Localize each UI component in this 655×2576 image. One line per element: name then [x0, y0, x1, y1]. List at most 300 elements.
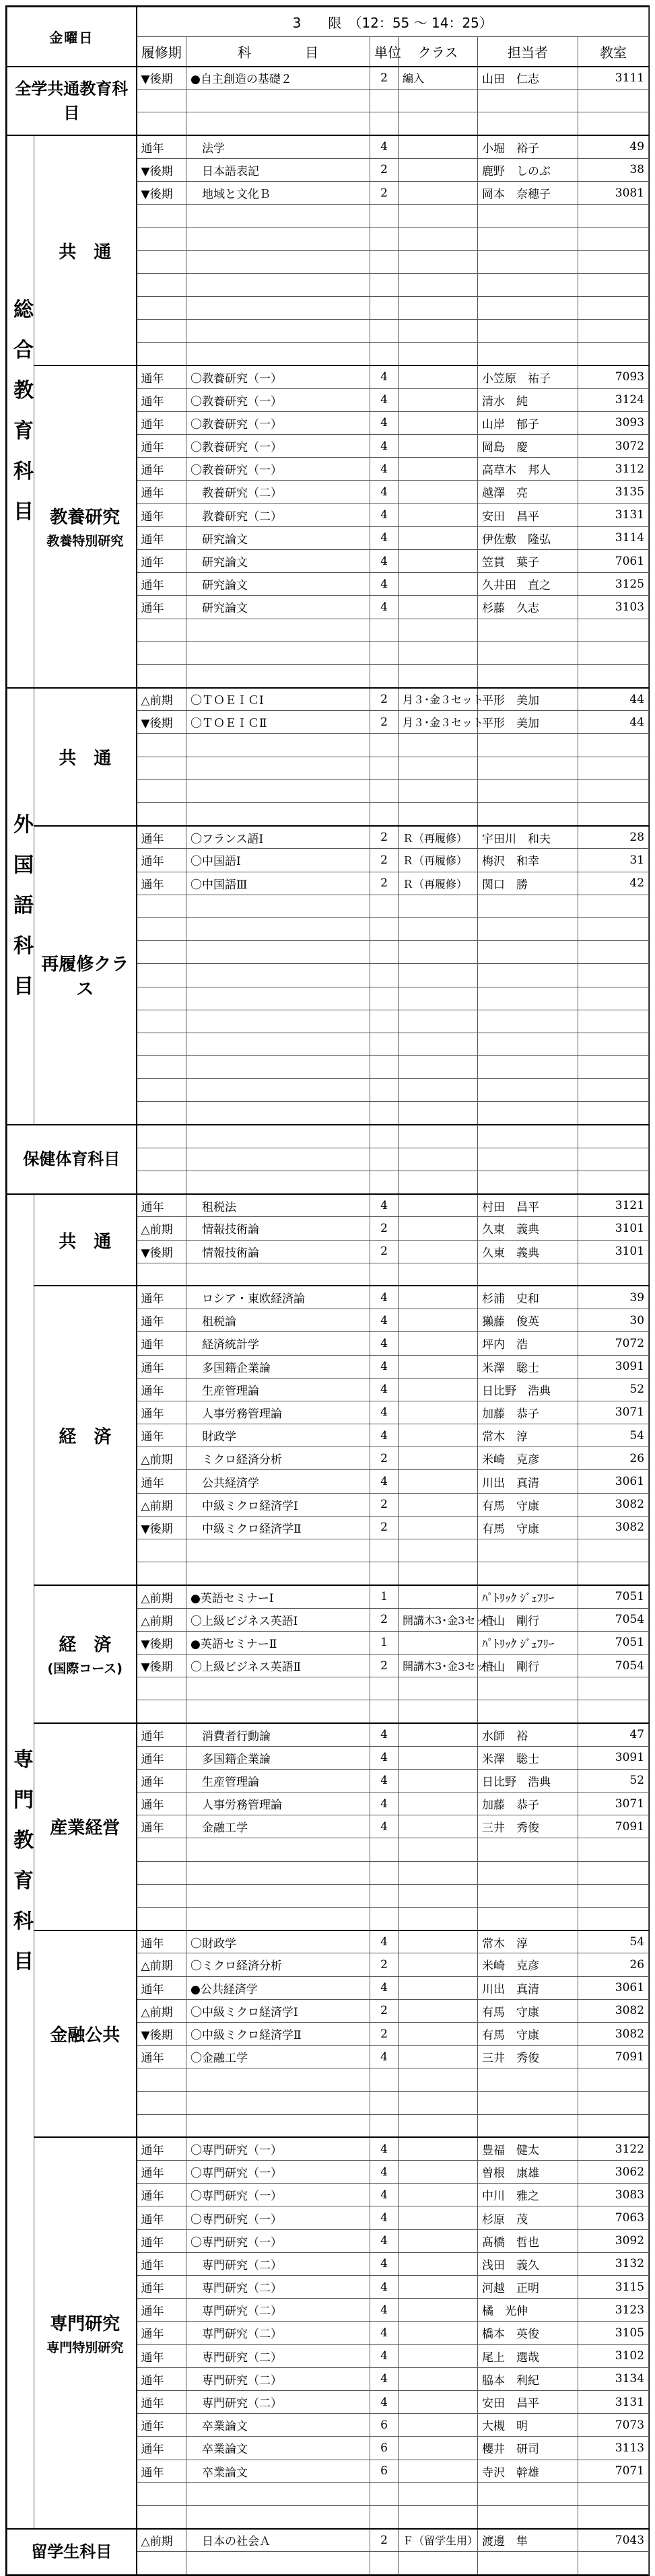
- cell-units: 1: [370, 1585, 399, 1608]
- cell-room: [578, 1677, 649, 1700]
- cell-term: 通年: [137, 2322, 186, 2344]
- cell-teacher: 日比野 浩典: [478, 1769, 578, 1792]
- cell-units: [370, 1562, 399, 1585]
- cell-class: [399, 2460, 478, 2482]
- cell-room: [578, 1148, 649, 1171]
- cell-course: 中級ミクロ経済学Ⅰ: [186, 1493, 370, 1516]
- cell-course: [186, 112, 370, 135]
- cell-units: [370, 779, 399, 802]
- cell-class: [399, 779, 478, 802]
- cell-room: 52: [578, 1378, 649, 1401]
- cell-teacher: 曽根 康雄: [478, 2161, 578, 2184]
- cell-teacher: ﾊﾟﾄﾘｯｸ ｼﾞｪﾌﾘｰ: [478, 1585, 578, 1608]
- cell-term: [137, 2091, 186, 2114]
- cell-course: 金融工学: [186, 1815, 370, 1838]
- cell-term: 通年: [137, 2460, 186, 2482]
- cell-term: [137, 1079, 186, 1102]
- cell-room: 44: [578, 688, 649, 711]
- cell-class: [399, 205, 478, 228]
- cell-room: [578, 1079, 649, 1102]
- cell-units: [370, 2091, 399, 2114]
- cell-teacher: [478, 1539, 578, 1562]
- cell-course: 専門研究（二）: [186, 2390, 370, 2413]
- cell-units: [370, 2552, 399, 2575]
- cell-teacher: [478, 2068, 578, 2091]
- cell-course: 専門研究（二）: [186, 2322, 370, 2344]
- cell-class: [399, 158, 478, 181]
- cell-units: 2: [370, 1953, 399, 1976]
- cell-teacher: [478, 941, 578, 964]
- cell-term: 通年: [137, 2252, 186, 2275]
- cell-room: [578, 250, 649, 273]
- cell-term: [137, 1700, 186, 1723]
- cell-course: ●英語セミナーⅡ: [186, 1631, 370, 1654]
- cell-term: 通年: [137, 1286, 186, 1309]
- cell-units: 4: [370, 1424, 399, 1447]
- cell-units: [370, 895, 399, 917]
- cell-teacher: [478, 1010, 578, 1033]
- cell-units: 1: [370, 1631, 399, 1654]
- course-row: [7, 1194, 649, 1217]
- cell-course: [186, 1539, 370, 1562]
- cell-room: [578, 1562, 649, 1585]
- cell-course: 〇中国語Ⅲ: [186, 872, 370, 895]
- cell-class: [399, 135, 478, 158]
- subcategory-label: [34, 1723, 137, 1930]
- cell-units: [370, 228, 399, 250]
- cell-course: 〇教養研究（一）: [186, 458, 370, 481]
- cell-teacher: [478, 1562, 578, 1585]
- cell-course: 〇専門研究（一）: [186, 2229, 370, 2252]
- cell-room: 3091: [578, 1746, 649, 1769]
- cell-term: △前期: [137, 1585, 186, 1608]
- col-term: 履修期: [137, 37, 186, 67]
- subcategory-title: 共 通: [59, 1231, 112, 1252]
- cell-room: 3082: [578, 1493, 649, 1516]
- cell-room: [578, 1102, 649, 1125]
- cell-room: 49: [578, 135, 649, 158]
- cell-class: [399, 365, 478, 388]
- cell-units: 4: [370, 2276, 399, 2299]
- cell-class: [399, 1286, 478, 1309]
- cell-teacher: [478, 2114, 578, 2137]
- cell-room: 3123: [578, 2299, 649, 2322]
- cell-units: 4: [370, 2322, 399, 2344]
- cell-room: 7043: [578, 2529, 649, 2552]
- cell-units: [370, 1125, 399, 1148]
- cell-room: 3113: [578, 2437, 649, 2460]
- cell-course: [186, 917, 370, 940]
- cell-teacher: 常木 淳: [478, 1424, 578, 1447]
- cell-class: [399, 1930, 478, 1953]
- cell-class: [399, 803, 478, 826]
- cell-class: [399, 1861, 478, 1884]
- cell-teacher: 中川 雅之: [478, 2184, 578, 2206]
- cell-class: [399, 2552, 478, 2575]
- cell-room: 3121: [578, 1194, 649, 1217]
- cell-room: 7051: [578, 1631, 649, 1654]
- category-label: [7, 1194, 34, 2529]
- cell-teacher: [478, 779, 578, 802]
- cell-room: [578, 1884, 649, 1907]
- cell-term: 通年: [137, 388, 186, 411]
- cell-room: 54: [578, 1930, 649, 1953]
- cell-units: 6: [370, 2414, 399, 2437]
- cell-units: 4: [370, 1769, 399, 1792]
- cell-term: ▼後期: [137, 1654, 186, 1677]
- cell-class: [399, 1677, 478, 1700]
- cell-teacher: [478, 757, 578, 779]
- cell-room: 3112: [578, 458, 649, 481]
- cell-teacher: [478, 1148, 578, 1171]
- cell-teacher: [478, 895, 578, 917]
- cell-teacher: [478, 1700, 578, 1723]
- cell-units: 2: [370, 711, 399, 734]
- cell-term: [137, 1884, 186, 1907]
- cell-term: [137, 664, 186, 687]
- cell-room: 3132: [578, 2252, 649, 2275]
- cell-room: [578, 641, 649, 664]
- col-class: クラス: [399, 37, 478, 67]
- cell-course: [186, 1125, 370, 1148]
- cell-units: 4: [370, 2046, 399, 2068]
- cell-room: 3103: [578, 596, 649, 619]
- subcategory-title: 金融公共: [50, 2025, 120, 2046]
- cell-units: 4: [370, 1286, 399, 1309]
- cell-term: [137, 205, 186, 228]
- subcategory-note: (国際コース): [47, 1661, 123, 1677]
- cell-units: 4: [370, 2137, 399, 2160]
- cell-units: [370, 664, 399, 687]
- cell-term: [137, 1102, 186, 1125]
- cell-units: [370, 1700, 399, 1723]
- cell-term: ▼後期: [137, 1516, 186, 1539]
- cell-course: [186, 2091, 370, 2114]
- cell-teacher: 伊佐敷 隆弘: [478, 526, 578, 549]
- cell-teacher: 豊福 健太: [478, 2137, 578, 2160]
- cell-room: [578, 2482, 649, 2505]
- cell-term: ▼後期: [137, 1240, 186, 1263]
- cell-term: [137, 779, 186, 802]
- cell-course: [186, 343, 370, 365]
- subcategory-label: [34, 2137, 137, 2528]
- cell-units: [370, 320, 399, 343]
- cell-class: [399, 1217, 478, 1240]
- cell-units: 2: [370, 826, 399, 849]
- subcategory-title: 共 通: [59, 748, 112, 769]
- timetable-page: [5, 5, 650, 2576]
- cell-teacher: 脇本 利紀: [478, 2367, 578, 2390]
- cell-class: [399, 1309, 478, 1332]
- course-row: [7, 1723, 649, 1746]
- cell-course: [186, 941, 370, 964]
- cell-term: 通年: [137, 503, 186, 526]
- cell-class: [399, 2068, 478, 2091]
- cell-units: [370, 987, 399, 1010]
- cell-course: [186, 273, 370, 296]
- cell-room: 7051: [578, 1585, 649, 1608]
- cell-units: [370, 1539, 399, 1562]
- cell-class: [399, 2276, 478, 2299]
- cell-teacher: 加藤 恭子: [478, 1792, 578, 1815]
- cell-room: 7054: [578, 1654, 649, 1677]
- cell-course: 経済統計学: [186, 1332, 370, 1355]
- cell-class: [399, 1056, 478, 1079]
- cell-term: [137, 917, 186, 940]
- cell-teacher: 有馬 守康: [478, 1516, 578, 1539]
- cell-term: [137, 941, 186, 964]
- cell-room: 7093: [578, 365, 649, 388]
- cell-room: 44: [578, 711, 649, 734]
- cell-course: 専門研究（二）: [186, 2367, 370, 2390]
- cell-room: 7063: [578, 2206, 649, 2229]
- cell-term: [137, 1861, 186, 1884]
- category-label: 保健体育科目: [7, 1125, 137, 1194]
- cell-course: 〇中級ミクロ経済学Ⅱ: [186, 2022, 370, 2045]
- subcategory-title: 教養研究: [50, 508, 120, 528]
- course-row: [7, 1930, 649, 1953]
- cell-units: [370, 2068, 399, 2091]
- cell-class: [399, 2206, 478, 2229]
- cell-course: 〇ミクロ経済分析: [186, 1953, 370, 1976]
- cell-teacher: 川出 真清: [478, 1470, 578, 1493]
- cell-teacher: [478, 1908, 578, 1930]
- cell-teacher: [478, 273, 578, 296]
- cell-course: 地域と文化Ｂ: [186, 181, 370, 204]
- cell-teacher: [478, 1125, 578, 1148]
- cell-course: [186, 1171, 370, 1194]
- course-row: [7, 2137, 649, 2160]
- cell-units: 4: [370, 1470, 399, 1493]
- cell-teacher: [478, 1838, 578, 1861]
- cell-term: [137, 803, 186, 826]
- cell-course: 〇中国語Ⅰ: [186, 849, 370, 872]
- cell-teacher: 平形 美加: [478, 711, 578, 734]
- cell-room: [578, 1125, 649, 1148]
- cell-units: 4: [370, 573, 399, 596]
- cell-class: [399, 1516, 478, 1539]
- category-label-text: 総合教育科目: [13, 298, 34, 524]
- cell-teacher: 三井 秀俊: [478, 1815, 578, 1838]
- cell-course: 中級ミクロ経済学Ⅱ: [186, 1516, 370, 1539]
- cell-teacher: [478, 2552, 578, 2575]
- cell-term: [137, 1263, 186, 1286]
- cell-room: [578, 320, 649, 343]
- cell-room: 3082: [578, 2022, 649, 2045]
- cell-term: [137, 1838, 186, 1861]
- cell-units: [370, 757, 399, 779]
- cell-units: 4: [370, 2229, 399, 2252]
- cell-course: 租税法: [186, 1194, 370, 1217]
- cell-term: 通年: [137, 549, 186, 572]
- cell-class: [399, 1378, 478, 1401]
- cell-class: [399, 2022, 478, 2045]
- cell-class: [399, 664, 478, 687]
- cell-room: [578, 779, 649, 802]
- cell-teacher: [478, 1861, 578, 1884]
- cell-units: [370, 1148, 399, 1171]
- cell-units: 4: [370, 2206, 399, 2229]
- cell-room: 3135: [578, 481, 649, 503]
- cell-teacher: 鹿野 しのぶ: [478, 158, 578, 181]
- cell-units: 4: [370, 2390, 399, 2413]
- cell-teacher: 獺藤 俊英: [478, 1309, 578, 1332]
- cell-course: 専門研究（二）: [186, 2344, 370, 2367]
- cell-teacher: 笠貫 葉子: [478, 549, 578, 572]
- cell-teacher: 久東 義典: [478, 1217, 578, 1240]
- cell-room: [578, 2552, 649, 2575]
- cell-units: 4: [370, 503, 399, 526]
- cell-course: [186, 641, 370, 664]
- cell-teacher: 小堀 裕子: [478, 135, 578, 158]
- cell-class: 開講木3･金3セット: [399, 1608, 478, 1631]
- cell-units: 2: [370, 1447, 399, 1470]
- cell-course: [186, 2114, 370, 2137]
- cell-class: [399, 964, 478, 987]
- cell-units: 2: [370, 67, 399, 90]
- subcategory-title: 経 済: [59, 1427, 112, 1448]
- cell-room: 31: [578, 849, 649, 872]
- cell-class: 月３･金３セット: [399, 711, 478, 734]
- cell-teacher: [478, 641, 578, 664]
- cell-course: 専門研究（二）: [186, 2299, 370, 2322]
- cell-teacher: [478, 987, 578, 1010]
- cell-teacher: [478, 1263, 578, 1286]
- cell-term: [137, 320, 186, 343]
- cell-term: [137, 1125, 186, 1148]
- cell-course: [186, 664, 370, 687]
- cell-term: [137, 343, 186, 365]
- cell-term: ▼後期: [137, 67, 186, 90]
- cell-units: 2: [370, 1493, 399, 1516]
- cell-room: [578, 803, 649, 826]
- cell-room: 54: [578, 1424, 649, 1447]
- cell-course: 研究論文: [186, 596, 370, 619]
- cell-class: [399, 2046, 478, 2068]
- cell-teacher: 植山 剛行: [478, 1608, 578, 1631]
- cell-teacher: 杉浦 史和: [478, 1286, 578, 1309]
- cell-term: 通年: [137, 1401, 186, 1424]
- cell-teacher: 常木 淳: [478, 1930, 578, 1953]
- cell-course: [186, 779, 370, 802]
- cell-term: [137, 250, 186, 273]
- cell-units: 4: [370, 1332, 399, 1355]
- cell-units: 4: [370, 2367, 399, 2390]
- cell-units: [370, 964, 399, 987]
- cell-units: [370, 1838, 399, 1861]
- cell-class: [399, 734, 478, 757]
- cell-term: [137, 964, 186, 987]
- cell-course: 〇専門研究（一）: [186, 2184, 370, 2206]
- cell-class: [399, 1171, 478, 1194]
- cell-units: [370, 941, 399, 964]
- category-label: [7, 688, 34, 1125]
- cell-term: 通年: [137, 573, 186, 596]
- cell-class: [399, 641, 478, 664]
- cell-units: [370, 917, 399, 940]
- cell-units: [370, 1263, 399, 1286]
- cell-class: [399, 90, 478, 112]
- cell-teacher: 寺沢 幹雄: [478, 2460, 578, 2482]
- cell-room: 3131: [578, 503, 649, 526]
- cell-units: [370, 1102, 399, 1125]
- cell-room: 52: [578, 1769, 649, 1792]
- cell-class: Ｆ（留学生用）: [399, 2529, 478, 2552]
- cell-course: 公共経済学: [186, 1470, 370, 1493]
- cell-room: [578, 895, 649, 917]
- cell-class: [399, 2299, 478, 2322]
- cell-teacher: 高草木 邦人: [478, 458, 578, 481]
- cell-course: 専門研究（二）: [186, 2276, 370, 2299]
- cell-teacher: [478, 1171, 578, 1194]
- cell-teacher: 髙橋 哲也: [478, 2229, 578, 2252]
- cell-term: 通年: [137, 1309, 186, 1332]
- cell-course: [186, 1148, 370, 1171]
- cell-teacher: [478, 2091, 578, 2114]
- cell-class: [399, 549, 478, 572]
- empty-row: [7, 1125, 649, 1148]
- cell-units: 2: [370, 181, 399, 204]
- cell-class: [399, 1401, 478, 1424]
- cell-units: 2: [370, 872, 399, 895]
- cell-class: 開講木3･金3セット: [399, 1654, 478, 1677]
- cell-teacher: 三井 秀俊: [478, 2046, 578, 2068]
- cell-term: [137, 1148, 186, 1171]
- cell-teacher: [478, 964, 578, 987]
- cell-class: [399, 1815, 478, 1838]
- cell-course: [186, 2505, 370, 2528]
- cell-term: 通年: [137, 1746, 186, 1769]
- cell-term: △前期: [137, 1953, 186, 1976]
- cell-class: [399, 296, 478, 319]
- cell-teacher: 加藤 恭子: [478, 1401, 578, 1424]
- cell-units: 4: [370, 365, 399, 388]
- cell-teacher: [478, 343, 578, 365]
- cell-class: [399, 228, 478, 250]
- cell-class: [399, 1010, 478, 1033]
- cell-term: [137, 1908, 186, 1930]
- category-label: [7, 135, 34, 688]
- cell-class: [399, 2414, 478, 2437]
- cell-room: 26: [578, 1953, 649, 1976]
- cell-teacher: 関口 勝: [478, 872, 578, 895]
- cell-class: [399, 2322, 478, 2344]
- cell-class: [399, 917, 478, 940]
- cell-teacher: 有馬 守康: [478, 2022, 578, 2045]
- cell-room: 3105: [578, 2322, 649, 2344]
- cell-units: 4: [370, 2161, 399, 2184]
- cell-units: 2: [370, 1999, 399, 2022]
- cell-class: [399, 1838, 478, 1861]
- cell-units: 6: [370, 2460, 399, 2482]
- cell-term: ▼後期: [137, 711, 186, 734]
- cell-room: [578, 1700, 649, 1723]
- cell-room: [578, 941, 649, 964]
- cell-class: [399, 1631, 478, 1654]
- subcategory-title: 専門研究: [50, 2313, 120, 2334]
- cell-room: 3131: [578, 2390, 649, 2413]
- cell-room: 42: [578, 872, 649, 895]
- cell-room: [578, 343, 649, 365]
- cell-term: 通年: [137, 826, 186, 849]
- cell-teacher: 山田 仁志: [478, 67, 578, 90]
- cell-term: [137, 296, 186, 319]
- course-row: [7, 688, 649, 711]
- cell-class: [399, 388, 478, 411]
- cell-class: [399, 1908, 478, 1930]
- cell-term: [137, 1033, 186, 1055]
- cell-units: 2: [370, 1654, 399, 1677]
